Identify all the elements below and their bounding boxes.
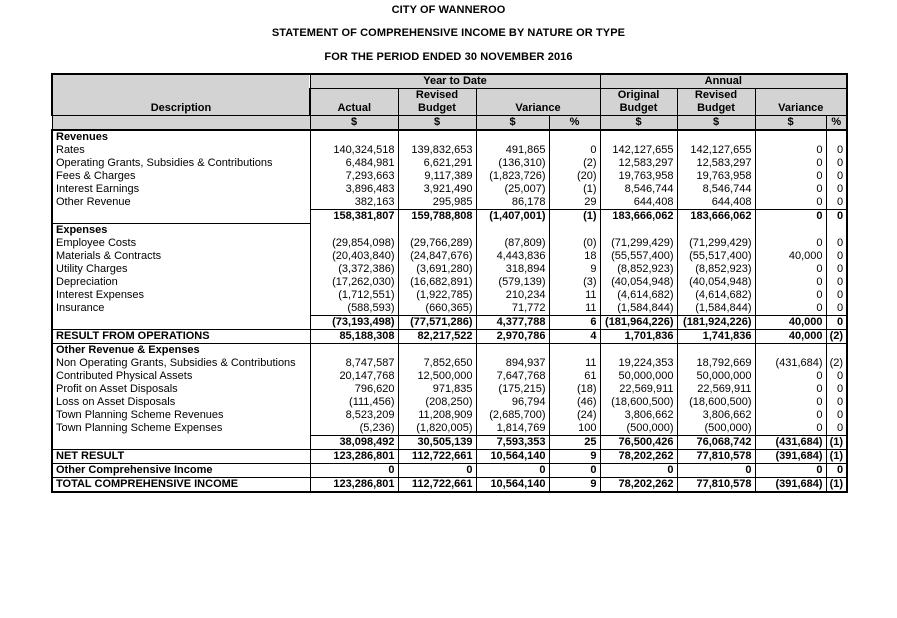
cell-ann-pct: 0 [826, 276, 847, 289]
cell-ytd-pct: 11 [549, 302, 600, 316]
cell-ytd-budget: 159,788,808 [398, 210, 476, 224]
cell-ann-var: 0 [755, 422, 826, 436]
cell-actual: 140,324,518 [310, 144, 398, 157]
cell-ann-var: 0 [755, 237, 826, 250]
cell-ytd-pct: (46) [549, 396, 600, 409]
cell-actual: 3,896,483 [310, 183, 398, 196]
cell-ytd-var: (136,310) [476, 157, 549, 170]
ytd-variance-header: Variance [476, 102, 600, 116]
cell-ytd-pct: (2) [549, 157, 600, 170]
cell-ytd-budget: (208,250) [398, 396, 476, 409]
statement-row [52, 396, 847, 409]
cell-actual: (111,456) [310, 396, 398, 409]
unit-dollar: $ [600, 116, 677, 131]
row-label: Interest Expenses [52, 289, 310, 302]
cell-rev-budget: (18,600,500) [677, 396, 755, 409]
cell-orig-budget: 183,666,062 [600, 210, 677, 224]
cell-rev-budget: (4,614,682) [677, 289, 755, 302]
cell-orig-budget: 19,224,353 [600, 357, 677, 370]
cell-ytd-pct: (24) [549, 409, 600, 422]
row-label: Fees & Charges [52, 170, 310, 183]
cell-ann-pct: 0 [826, 315, 847, 329]
cell-ytd-budget: (24,847,676) [398, 250, 476, 263]
cell-ytd-pct: 0 [549, 144, 600, 157]
cell-actual: (73,193,498) [310, 315, 398, 329]
unit-dollar: $ [310, 116, 398, 131]
cell-actual: (17,262,030) [310, 276, 398, 289]
cell-ann-pct: (1) [826, 435, 847, 449]
cell-actual: 8,747,587 [310, 357, 398, 370]
cell-ytd-pct: 11 [549, 357, 600, 370]
ytd-group-header: Year to Date [310, 74, 600, 89]
cell-ann-var: 0 [755, 263, 826, 276]
description-header: Description [52, 74, 310, 116]
cell-ann-pct: 0 [826, 463, 847, 477]
cell-ytd-pct: 61 [549, 370, 600, 383]
section-header-row [52, 223, 847, 237]
annual-variance-header: Variance [755, 102, 847, 116]
cell-ann-pct: (2) [826, 329, 847, 343]
cell-ytd-budget: 971,835 [398, 383, 476, 396]
cell-ann-pct: 0 [826, 370, 847, 383]
income-statement-table [51, 73, 848, 493]
cell-ytd-var: (25,007) [476, 183, 549, 196]
cell-rev-budget: 3,806,662 [677, 409, 755, 422]
cell-ytd-pct: (18) [549, 383, 600, 396]
cell-ytd-pct: 0 [549, 463, 600, 477]
cell-ytd-pct: 9 [549, 449, 600, 463]
cell-ytd-pct: (20) [549, 170, 600, 183]
cell-actual: 85,188,308 [310, 329, 398, 343]
cell-orig-budget: 50,000,000 [600, 370, 677, 383]
cell-ann-var: 0 [755, 183, 826, 196]
row-label [52, 315, 310, 329]
cell-ann-pct: 0 [826, 383, 847, 396]
statement-row [52, 449, 847, 463]
row-label: Other Comprehensive Income [52, 463, 310, 477]
cell-rev-budget: 12,583,297 [677, 157, 755, 170]
header-row-groups [52, 74, 847, 89]
cell-ann-pct: 0 [826, 196, 847, 210]
cell-ann-var: 0 [755, 370, 826, 383]
cell-ann-pct: 0 [826, 157, 847, 170]
cell-ann-pct: 0 [826, 210, 847, 224]
statement-row [52, 329, 847, 343]
cell-rev-budget: (55,517,400) [677, 250, 755, 263]
cell-ytd-var: 4,443,836 [476, 250, 549, 263]
organisation-name: CITY OF WANNEROO [391, 4, 506, 16]
subtotal-row [52, 315, 847, 329]
cell-ytd-pct: 9 [549, 477, 600, 492]
cell-ann-pct: (2) [826, 357, 847, 370]
cell-actual: 6,484,981 [310, 157, 398, 170]
cell-orig-budget: 1,701,836 [600, 329, 677, 343]
row-label: TOTAL COMPREHENSIVE INCOME [52, 477, 310, 492]
statement-row [52, 263, 847, 276]
cell-ytd-budget: (77,571,286) [398, 315, 476, 329]
cell-ytd-pct: 6 [549, 315, 600, 329]
section-other-label: Other Revenue & Expenses [52, 343, 310, 357]
cell-ytd-pct: 11 [549, 289, 600, 302]
original-header: Original [600, 89, 677, 103]
cell-ann-pct: 0 [826, 183, 847, 196]
cell-ann-pct: 0 [826, 409, 847, 422]
row-label: NET RESULT [52, 449, 310, 463]
cell-ann-pct: 0 [826, 302, 847, 316]
cell-actual: 38,098,492 [310, 435, 398, 449]
cell-ytd-pct: 4 [549, 329, 600, 343]
cell-orig-budget: 142,127,655 [600, 144, 677, 157]
cell-orig-budget: 12,583,297 [600, 157, 677, 170]
row-label: Depreciation [52, 276, 310, 289]
section-revenues-label: Revenues [52, 130, 310, 144]
cell-ann-pct: 0 [826, 144, 847, 157]
cell-ytd-budget: 7,852,650 [398, 357, 476, 370]
statement-row [52, 409, 847, 422]
cell-rev-budget: 8,546,744 [677, 183, 755, 196]
cell-orig-budget: (18,600,500) [600, 396, 677, 409]
cell-ann-pct: 0 [826, 422, 847, 436]
cell-orig-budget: (181,964,226) [600, 315, 677, 329]
cell-orig-budget: 644,408 [600, 196, 677, 210]
statement-row [52, 422, 847, 436]
cell-ann-var: 0 [755, 144, 826, 157]
cell-ann-pct: 0 [826, 170, 847, 183]
cell-ann-var: 0 [755, 276, 826, 289]
cell-ytd-budget: 30,505,139 [398, 435, 476, 449]
cell-orig-budget: 22,569,911 [600, 383, 677, 396]
cell-ann-var: (391,684) [755, 449, 826, 463]
row-label: Other Revenue [52, 196, 310, 210]
cell-orig-budget: 3,806,662 [600, 409, 677, 422]
cell-ytd-pct: 100 [549, 422, 600, 436]
cell-ytd-var: 96,794 [476, 396, 549, 409]
cell-ytd-pct: 18 [549, 250, 600, 263]
cell-actual: (5,236) [310, 422, 398, 436]
cell-ytd-budget: (16,682,891) [398, 276, 476, 289]
cell-orig-budget: 0 [600, 463, 677, 477]
cell-ann-pct: 0 [826, 250, 847, 263]
cell-ytd-budget: 295,985 [398, 196, 476, 210]
cell-rev-budget: 77,810,578 [677, 477, 755, 492]
cell-ann-var: 0 [755, 210, 826, 224]
cell-ytd-var: 1,814,769 [476, 422, 549, 436]
cell-actual: 0 [310, 463, 398, 477]
cell-ann-var: 40,000 [755, 250, 826, 263]
cell-ann-var: (391,684) [755, 477, 826, 492]
cell-ytd-var: 491,865 [476, 144, 549, 157]
cell-ann-var: 0 [755, 196, 826, 210]
cell-ann-var: 0 [755, 409, 826, 422]
actual-header: Actual [310, 102, 398, 116]
row-label: Materials & Contracts [52, 250, 310, 263]
cell-actual: (1,712,551) [310, 289, 398, 302]
row-label: Insurance [52, 302, 310, 316]
row-label: Contributed Physical Assets [52, 370, 310, 383]
row-label: Town Planning Scheme Expenses [52, 422, 310, 436]
cell-ann-var: 0 [755, 289, 826, 302]
cell-actual: (20,403,840) [310, 250, 398, 263]
cell-rev-budget: 183,666,062 [677, 210, 755, 224]
cell-ytd-budget: (29,766,289) [398, 237, 476, 250]
cell-ytd-var: 10,564,140 [476, 449, 549, 463]
cell-rev-budget: 142,127,655 [677, 144, 755, 157]
row-label: Profit on Asset Disposals [52, 383, 310, 396]
cell-ytd-pct: 29 [549, 196, 600, 210]
statement-row [52, 477, 847, 492]
cell-ytd-var: 10,564,140 [476, 477, 549, 492]
annual-budget-header: Budget [677, 102, 755, 116]
cell-rev-budget: 19,763,958 [677, 170, 755, 183]
cell-ytd-var: (1,823,726) [476, 170, 549, 183]
cell-ytd-var: 4,377,788 [476, 315, 549, 329]
cell-actual: 158,381,807 [310, 210, 398, 224]
cell-orig-budget: (4,614,682) [600, 289, 677, 302]
section-header-row [52, 343, 847, 357]
cell-rev-budget: 22,569,911 [677, 383, 755, 396]
cell-rev-budget: 1,741,836 [677, 329, 755, 343]
cell-actual: 8,523,209 [310, 409, 398, 422]
row-label: Operating Grants, Subsidies & Contributions [52, 157, 310, 170]
cell-actual: 7,293,663 [310, 170, 398, 183]
cell-orig-budget: (55,557,400) [600, 250, 677, 263]
cell-ytd-var: 318,894 [476, 263, 549, 276]
cell-ytd-budget: 112,722,661 [398, 477, 476, 492]
annual-revised-header: Revised [677, 89, 755, 103]
cell-ann-pct: 0 [826, 237, 847, 250]
statement-row [52, 183, 847, 196]
row-label [52, 210, 310, 224]
cell-ytd-var: 7,647,768 [476, 370, 549, 383]
statement-row [52, 170, 847, 183]
cell-ytd-budget: 139,832,653 [398, 144, 476, 157]
row-label: Town Planning Scheme Revenues [52, 409, 310, 422]
row-label: Employee Costs [52, 237, 310, 250]
cell-orig-budget: 19,763,958 [600, 170, 677, 183]
cell-actual: 20,147,768 [310, 370, 398, 383]
subtotal-row [52, 435, 847, 449]
statement-row [52, 383, 847, 396]
cell-rev-budget: 76,068,742 [677, 435, 755, 449]
cell-ytd-budget: 6,621,291 [398, 157, 476, 170]
cell-ytd-var: 894,937 [476, 357, 549, 370]
unit-dollar: $ [755, 116, 826, 131]
cell-ytd-var: 7,593,353 [476, 435, 549, 449]
cell-ytd-budget: 0 [398, 463, 476, 477]
cell-ytd-budget: (660,365) [398, 302, 476, 316]
cell-ann-var: 0 [755, 157, 826, 170]
cell-rev-budget: 18,792,669 [677, 357, 755, 370]
unit-dollar: $ [476, 116, 549, 131]
cell-orig-budget: (1,584,844) [600, 302, 677, 316]
cell-ann-var: (431,684) [755, 435, 826, 449]
row-label: Loss on Asset Disposals [52, 396, 310, 409]
row-label: Rates [52, 144, 310, 157]
statement-row [52, 302, 847, 316]
cell-orig-budget: 78,202,262 [600, 477, 677, 492]
cell-ann-pct: (1) [826, 477, 847, 492]
cell-ytd-var: (579,139) [476, 276, 549, 289]
cell-ytd-pct: (0) [549, 237, 600, 250]
cell-orig-budget: (8,852,923) [600, 263, 677, 276]
statement-row [52, 463, 847, 477]
cell-ytd-pct: 9 [549, 263, 600, 276]
annual-group-header: Annual [600, 74, 847, 89]
cell-orig-budget: 8,546,744 [600, 183, 677, 196]
cell-rev-budget: (500,000) [677, 422, 755, 436]
cell-ann-var: 40,000 [755, 329, 826, 343]
statement-row [52, 196, 847, 210]
cell-ytd-pct: (3) [549, 276, 600, 289]
cell-orig-budget: (40,054,948) [600, 276, 677, 289]
cell-orig-budget: 76,500,426 [600, 435, 677, 449]
cell-ytd-var: 210,234 [476, 289, 549, 302]
statement-row [52, 276, 847, 289]
statement-body [52, 130, 847, 492]
cell-rev-budget: 644,408 [677, 196, 755, 210]
row-label: Interest Earnings [52, 183, 310, 196]
cell-ytd-var: (175,215) [476, 383, 549, 396]
cell-ytd-pct: (1) [549, 183, 600, 196]
cell-ytd-var: 86,178 [476, 196, 549, 210]
cell-ann-pct: 0 [826, 263, 847, 276]
row-label [52, 435, 310, 449]
cell-ytd-budget: (1,922,785) [398, 289, 476, 302]
unit-dollar: $ [398, 116, 476, 131]
cell-ann-var: 0 [755, 170, 826, 183]
ytd-budget-header: Budget [398, 102, 476, 116]
cell-ytd-budget: (1,820,005) [398, 422, 476, 436]
unit-percent: % [826, 116, 847, 131]
cell-ann-var: 40,000 [755, 315, 826, 329]
cell-ytd-budget: 9,117,389 [398, 170, 476, 183]
cell-rev-budget: 0 [677, 463, 755, 477]
cell-ytd-var: (87,809) [476, 237, 549, 250]
cell-ytd-pct: 25 [549, 435, 600, 449]
statement-row [52, 289, 847, 302]
cell-ytd-budget: 11,208,909 [398, 409, 476, 422]
cell-rev-budget: 50,000,000 [677, 370, 755, 383]
cell-ann-var: (431,684) [755, 357, 826, 370]
cell-actual: 382,163 [310, 196, 398, 210]
statement-row [52, 357, 847, 370]
cell-ytd-var: (1,407,001) [476, 210, 549, 224]
cell-actual: (588,593) [310, 302, 398, 316]
row-label: Non Operating Grants, Subsidies & Contributions [52, 357, 310, 370]
cell-orig-budget: (500,000) [600, 422, 677, 436]
cell-ytd-pct: (1) [549, 210, 600, 224]
statement-row [52, 370, 847, 383]
cell-ytd-var: 71,772 [476, 302, 549, 316]
cell-actual: (3,372,386) [310, 263, 398, 276]
subtotal-row [52, 210, 847, 224]
cell-ytd-budget: 12,500,000 [398, 370, 476, 383]
cell-actual: 123,286,801 [310, 449, 398, 463]
cell-actual: 796,620 [310, 383, 398, 396]
cell-ann-pct: (1) [826, 449, 847, 463]
cell-ytd-var: 0 [476, 463, 549, 477]
cell-ann-pct: 0 [826, 396, 847, 409]
cell-actual: 123,286,801 [310, 477, 398, 492]
cell-ann-var: 0 [755, 302, 826, 316]
cell-ytd-budget: (3,691,280) [398, 263, 476, 276]
section-header-row [52, 130, 847, 144]
statement-row [52, 237, 847, 250]
units-row [52, 116, 847, 131]
ytd-revised-header: Revised [398, 89, 476, 103]
cell-rev-budget: (71,299,429) [677, 237, 755, 250]
cell-ytd-var: (2,685,700) [476, 409, 549, 422]
unit-dollar: $ [677, 116, 755, 131]
unit-percent: % [549, 116, 600, 131]
cell-actual: (29,854,098) [310, 237, 398, 250]
cell-ytd-budget: 82,217,522 [398, 329, 476, 343]
cell-ytd-var: 2,970,786 [476, 329, 549, 343]
cell-ytd-budget: 112,722,661 [398, 449, 476, 463]
cell-ann-var: 0 [755, 463, 826, 477]
cell-rev-budget: (181,924,226) [677, 315, 755, 329]
statement-row [52, 250, 847, 263]
cell-ann-pct: 0 [826, 289, 847, 302]
cell-ann-var: 0 [755, 396, 826, 409]
cell-rev-budget: (8,852,923) [677, 263, 755, 276]
row-label: RESULT FROM OPERATIONS [52, 329, 310, 343]
statement-title: STATEMENT OF COMPREHENSIVE INCOME BY NATURE OR TYPE [271, 27, 626, 39]
cell-ytd-budget: 3,921,490 [398, 183, 476, 196]
original-budget-header: Budget [600, 102, 677, 116]
row-label: Utility Charges [52, 263, 310, 276]
section-expenses-label: Expenses [52, 223, 310, 237]
statement-row [52, 144, 847, 157]
cell-ann-var: 0 [755, 383, 826, 396]
period-subtitle: FOR THE PERIOD ENDED 30 NOVEMBER 2016 [324, 51, 573, 63]
statement-row [52, 157, 847, 170]
cell-orig-budget: (71,299,429) [600, 237, 677, 250]
cell-rev-budget: (40,054,948) [677, 276, 755, 289]
cell-orig-budget: 78,202,262 [600, 449, 677, 463]
cell-rev-budget: 77,810,578 [677, 449, 755, 463]
cell-rev-budget: (1,584,844) [677, 302, 755, 316]
